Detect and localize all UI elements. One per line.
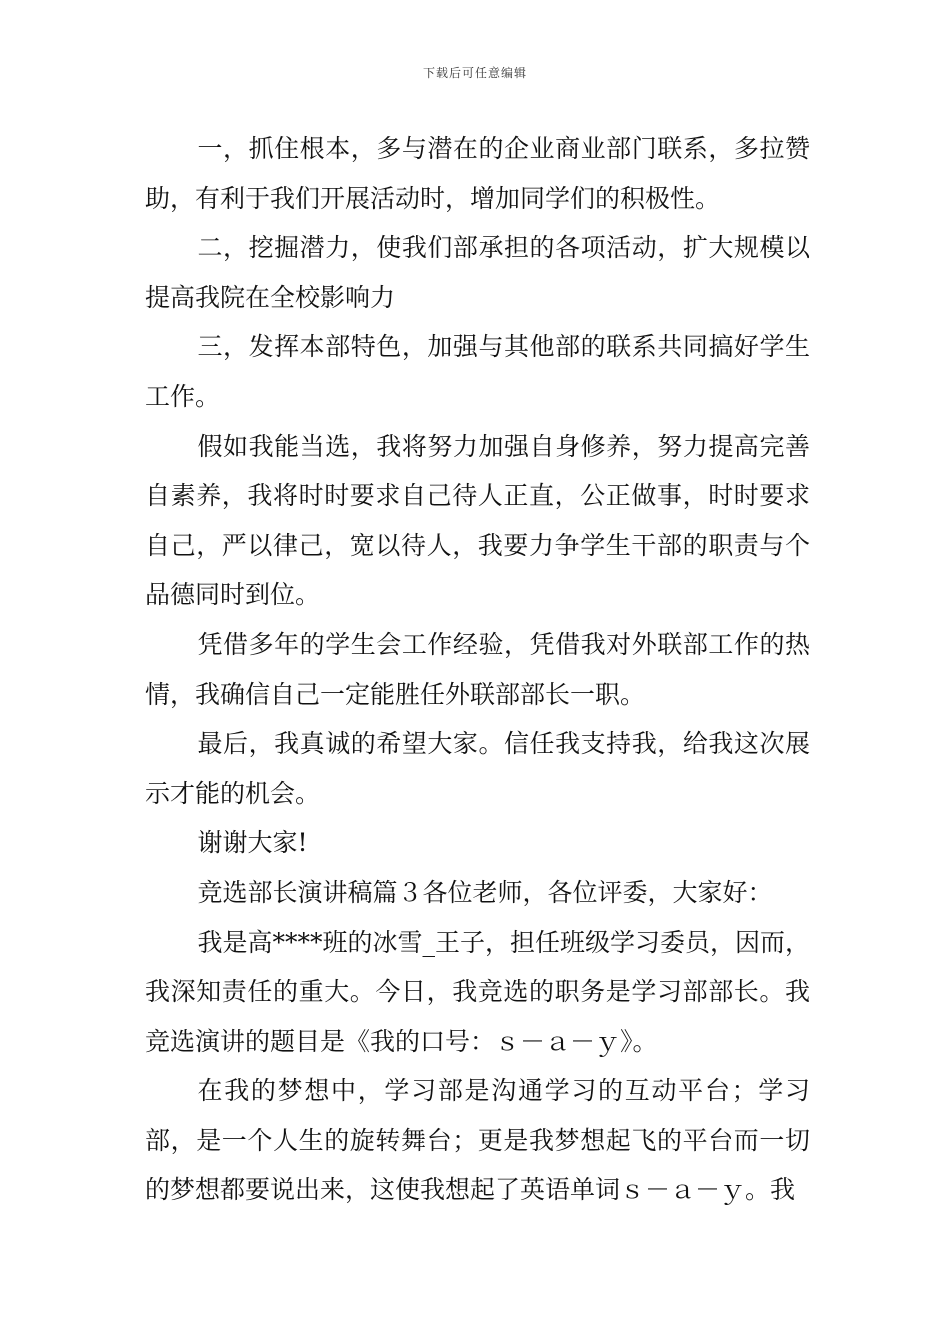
paragraph-10: 在我的梦想中，学习部是沟通学习的互动平台；学习部，是一个人生的旋转舞台；更是我梦想起飞的平台而一切的梦想都要说出来，这使我想起了英语单词ｓ－ａ－ｙ。我	[145, 1076, 810, 1205]
page-header: 下载后可任意编辑	[422, 66, 527, 80]
document-body	[145, 124, 810, 1215]
paragraph-9: 我是高****班的冰雪_王子，担任班级学习委员，因而，我深知责任的重大。今日，我竞选的职务是学习部部长。我竞选演讲的题目是《我的口号：ｓ－ａ－ｙ》。	[145, 927, 811, 1056]
paragraph-1: 一，抓住根本，多与潜在的企业商业部门联系，多拉赞助，有利于我们开展活动时，增加同学们的积极性。	[145, 134, 810, 213]
paragraph-7: 谢谢大家!	[197, 828, 308, 858]
paragraph-8: 竞选部长演讲稿篇３各位老师，各位评委，大家好：	[197, 877, 773, 907]
paragraph-5: 凭借多年的学生会工作经验，凭借我对外联部工作的热情，我确信自己一定能胜任外联部部长一职。	[145, 629, 810, 709]
paragraph-4: 假如我能当选，我将努力加强自身修养，努力提高完善自素养，我将时时要求自己待人正直，公正做事，时时要求自己，严以律己，宽以待人，我要力争学生干部的职责与个品德同时到位。	[145, 431, 810, 610]
paragraph-3: 三，发挥本部特色，加强与其他部的联系共同搞好学生工作。	[145, 332, 810, 411]
paragraph-6: 最后，我真诚的希望大家。信任我支持我，给我这次展示才能的机会。	[145, 729, 810, 808]
paragraph-2: 二，挖掘潜力，使我们部承担的各项活动，扩大规模以提高我院在全校影响力	[145, 233, 810, 312]
